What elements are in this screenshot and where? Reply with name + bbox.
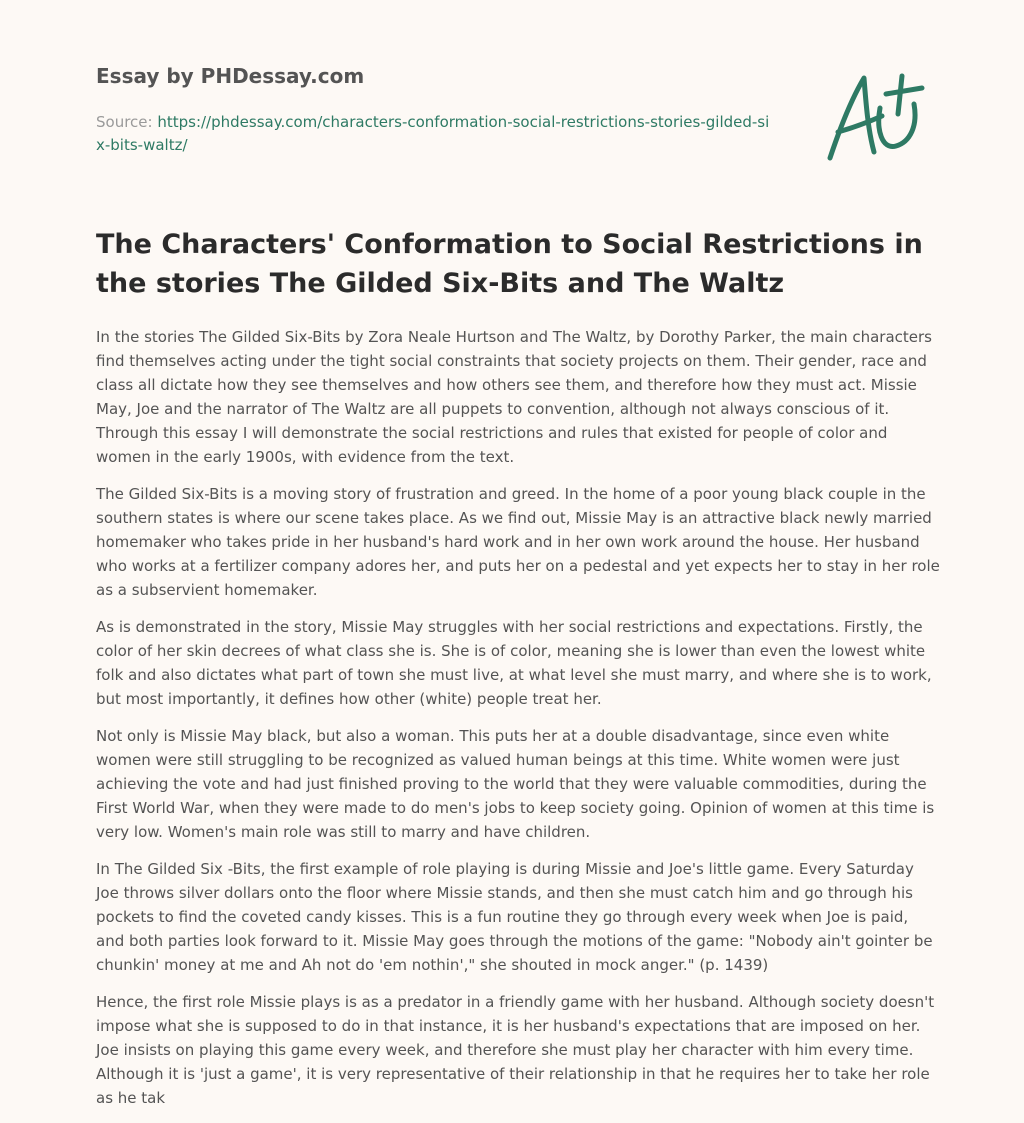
essay-paragraph: The Gilded Six-Bits is a moving story of frustration and greed. In the home of a poor young black couple in the southern states is where our scene takes place. As we find out, Missie May is an attractive black newly married homemaker who takes pride in her husband's hard work and in her own work around the house. Her husband who works at a fertilizer company adores her, and puts her on a pedestal and yet expects her to stay in her role as a subservient homemaker. — [96, 485, 940, 599]
essay-paragraph: Hence, the first role Missie plays is as a predator in a friendly game with her husband. Although society doesn't impose what she is supposed to do in that instance, it is her husband's expectations that are imposed on her. Joe insists on playing this game every week, and therefore she must play her character with him every time. Although it is 'just a game', it is very representative of their relationship in that he requires her to take her role as he tak — [96, 993, 935, 1107]
a-plus-grade-icon — [818, 68, 930, 168]
essay-paragraph: In the stories The Gilded Six-Bits by Zora Neale Hurtson and The Waltz, by Dorothy Parker, the main characters find themselves acting under the tight social constraints that society projects on them. Their gender, race and class all dictate how they see themselves and how others see them, and therefore how they must act. Missie May, Joe and the narrator of The Waltz are all puppets to convention, although not always conscious of it. Through this essay I will demonstrate the social restrictions and rules that existed for people of color and women in the early 1900s, with evidence from the text. — [96, 328, 932, 466]
essay-title: The Characters' Conformation to Social Restrictions in the stories The Gilded Six-Bits and The Waltz — [96, 229, 923, 299]
source-label: Source: — [96, 113, 158, 131]
source-link[interactable]: https://phdessay.com/characters-conformation-social-restrictions-stories-gilded-six-bits-waltz/ — [96, 113, 770, 154]
essay-body — [96, 325, 941, 1123]
site-brand: Essay by PHDessay.com — [96, 64, 365, 88]
essay-paragraph: In The Gilded Six -Bits, the first example of role playing is during Missie and Joe's little game. Every Saturday Joe throws silver dollars onto the floor where Missie stands, and then she must catch him and go through his pockets to find the coveted candy kisses. This is a fun routine they go through every week when Joe is paid, and both parties look forward to it. Missie May goes through the motions of the game: "Nobody ain't gointer be chunkin' money at me and Ah not do 'em nothin'," she shouted in mock anger." (p. 1439) — [96, 860, 933, 974]
essay-paragraph: Not only is Missie May black, but also a woman. This puts her at a double disadvantage, since even white women were still struggling to be recognized as valued human beings at this time. White women were just achieving the vote and had just finished proving to the world that they were valuable commodities, during the First World War, when they were made to do men's jobs to keep society going. Opinion of women at this time is very low. Women's main role was still to marry and have children. — [96, 727, 935, 841]
essay-paragraph: As is demonstrated in the story, Missie May struggles with her social restrictions and expectations. Firstly, the color of her skin decrees of what class she is. She is of color, meaning she is lower than even the lowest white folk and also dictates what part of town she must live, at what level she must marry, and where she is to work, but most importantly, it defines how other (white) people treat her. — [96, 618, 932, 708]
source-line — [96, 111, 776, 157]
